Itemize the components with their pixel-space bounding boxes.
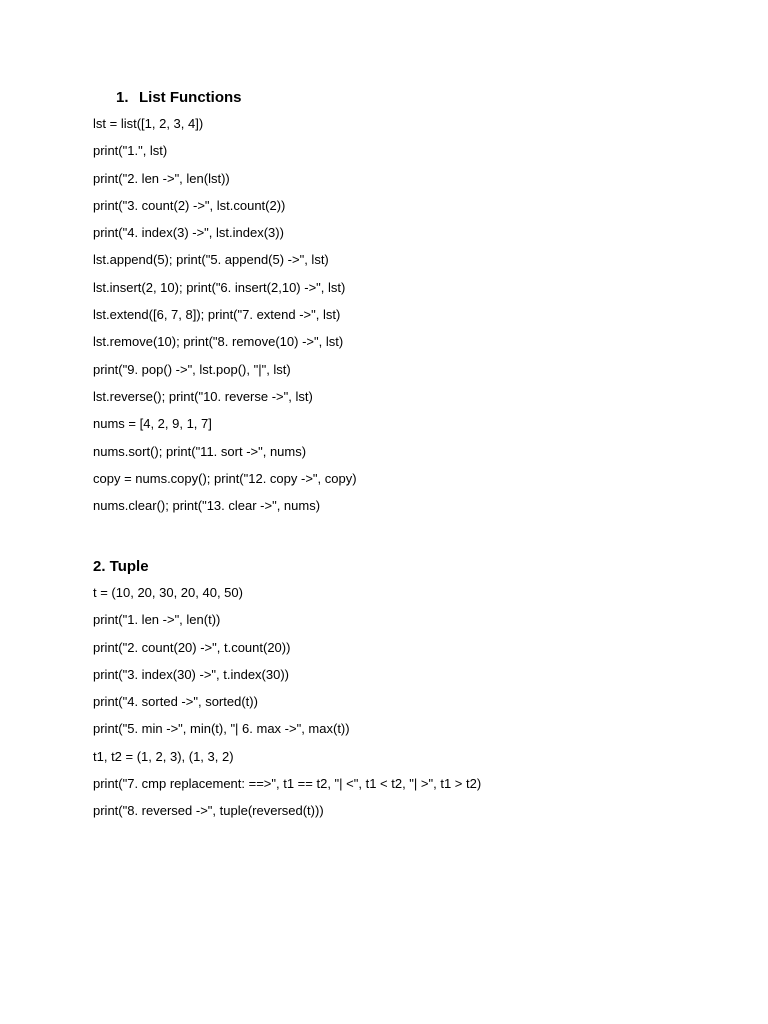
- code-line: print("8. reversed ->", tuple(reversed(t))): [93, 803, 324, 819]
- code-line: lst.remove(10); print("8. remove(10) ->", lst): [93, 334, 344, 350]
- code-line: print("4. index(3) ->", lst.index(3)): [93, 225, 284, 241]
- section-heading: [93, 557, 713, 577]
- code-line: nums.sort(); print("11. sort ->", nums): [93, 443, 307, 459]
- code-line: lst.extend([6, 7, 8]); print("7. extend ->", lst): [93, 307, 341, 323]
- section-list-functions: [93, 88, 713, 524]
- section-heading: [93, 88, 713, 108]
- code-line: lst = list([1, 2, 3, 4]): [93, 116, 204, 131]
- code-line: nums = [4, 2, 9, 1, 7]: [93, 416, 212, 432]
- code-line: print("3. count(2) ->", lst.count(2)): [93, 197, 286, 213]
- code-line: copy = nums.copy(); print("12. copy ->", copy): [93, 470, 357, 486]
- code-line: print("2. len ->", len(lst)): [93, 170, 230, 186]
- code-block: [93, 584, 713, 819]
- code-line: lst.insert(2, 10); print("6. insert(2,10) ->", lst): [93, 279, 346, 295]
- code-line: nums.clear(); print("13. clear ->", nums): [93, 498, 321, 514]
- code-line: print("1. len ->", len(t)): [93, 612, 221, 628]
- code-line: print("3. index(30) ->", t.index(30)): [93, 666, 290, 682]
- code-block: [93, 115, 713, 514]
- code-line: print("1.", lst): [93, 143, 168, 159]
- heading-title: List Functions: [139, 89, 242, 106]
- code-line: print("5. min ->", min(t), "| 6. max ->", max(t)): [93, 721, 350, 737]
- code-line: lst.append(5); print("5. append(5) ->", lst): [93, 252, 329, 268]
- code-line: print("2. count(20) ->", t.count(20)): [93, 639, 291, 655]
- heading-title: 2. Tuple: [93, 558, 149, 575]
- code-line: t1, t2 = (1, 2, 3), (1, 3, 2): [93, 748, 234, 764]
- section-tuple: [93, 557, 713, 830]
- heading-number: 1.: [116, 89, 129, 106]
- code-line: print("9. pop() ->", lst.pop(), "|", lst): [93, 361, 291, 377]
- code-line: t = (10, 20, 30, 20, 40, 50): [93, 585, 243, 600]
- code-line: lst.reverse(); print("10. reverse ->", lst): [93, 388, 313, 404]
- code-line: print("4. sorted ->", sorted(t)): [93, 694, 258, 710]
- code-line: print("7. cmp replacement: ==>", t1 == t2, "| <", t1 < t2, "| >", t1 > t2): [93, 776, 482, 792]
